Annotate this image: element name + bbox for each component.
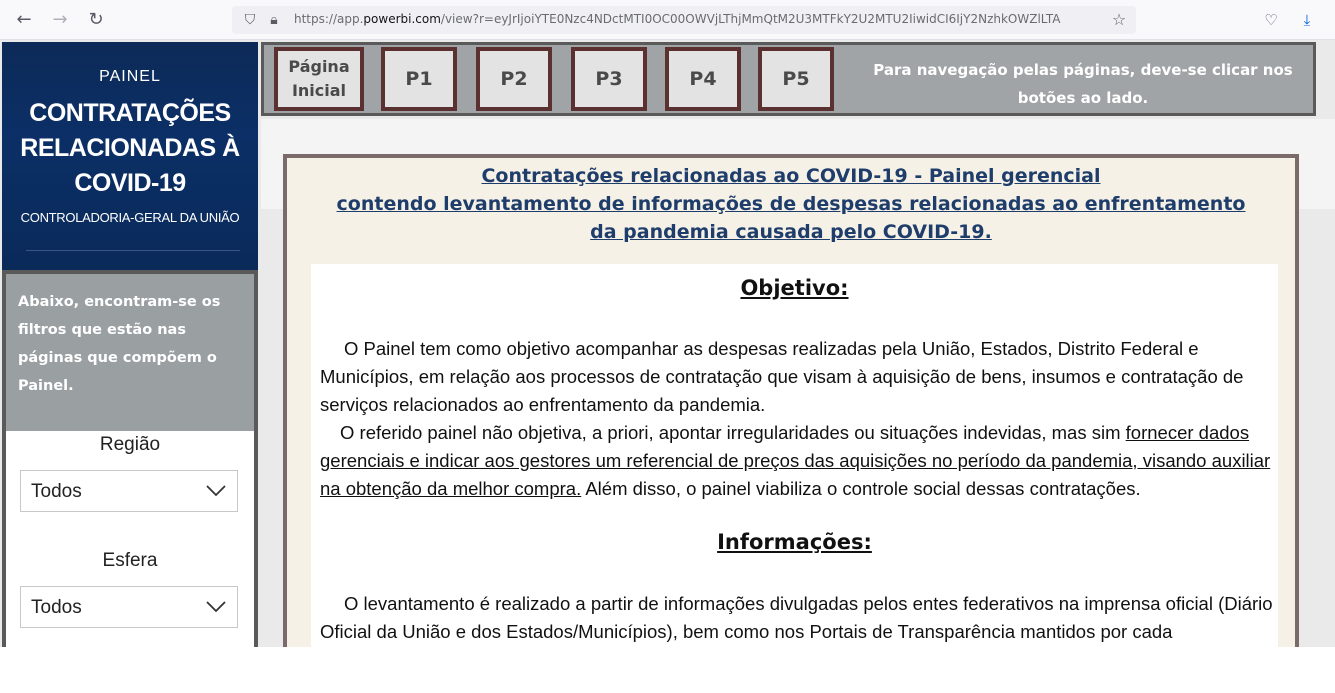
card-title: Contratações relacionadas ao COVID-19 - Painel gerencial contendo levantamento de informações de despesas relacionadas ao enfrentamento da pandemia causada pelo COVID-19. xyxy=(336,165,1246,243)
header-divider xyxy=(26,250,240,251)
lock-icon[interactable]: 🔒︎ xyxy=(270,12,278,28)
panel-title: CONTRATAÇÕES RELACIONADAS À COVID-19 xyxy=(20,99,240,197)
nav-button-p1[interactable]: P1 xyxy=(381,47,457,111)
objetivo-heading: Objetivo: xyxy=(740,276,849,300)
bookmark-star-icon[interactable]: ☆ xyxy=(1111,10,1127,29)
objetivo-paragraph-2: O referido painel não objetiva, a priori, apontar irregularidades ou situações indevidas, mas sim fornecer dados gerenciais e indicar aos gestores um referencial de preços das aquisições no período da pandemia, visando auxiliar na obtenção da melhor compra. Além disso, o painel viabiliza o controle social dessas contratações. xyxy=(320,422,1271,499)
shield-icon[interactable]: ⛉ xyxy=(244,12,256,28)
filter-label-esfera: Esfera xyxy=(102,550,158,571)
nav-button-p5[interactable]: P5 xyxy=(758,47,834,111)
nav-button-p4[interactable]: P4 xyxy=(665,47,741,111)
esfera-dropdown[interactable] xyxy=(20,586,238,628)
informacoes-paragraph-1: O levantamento é realizado a partir de informações divulgadas pelos entes federativos na imprensa oficial (Diário Oficial da União e dos Estados/Municípios), bem como nos Portais de Transparência mantidos por cada xyxy=(320,593,1273,642)
pocket-icon[interactable]: ♡ xyxy=(1264,11,1278,29)
report-canvas xyxy=(0,40,1335,647)
objetivo-paragraph-1: O Painel tem como objetivo acompanhar as despesas realizadas pela União, Estados, Distrito Federal e Municípios, em relação aos processos de contratação que visam à aquisição de bens, insumos e contratação de serviços relacionados ao enfrentamento da pandemia. xyxy=(320,338,1244,415)
filter-label-regiao: Região xyxy=(99,434,161,455)
url-text[interactable]: https://app.powerbi.com/view?r=eyJrIjoiYTE0Nzc4NDctMTI0OC00OWVjLThjMmQtM2U3MTFkY2U2MTU2IiwidCI6IjY2NzhkOWZlLTA xyxy=(294,12,1061,26)
panel-header xyxy=(2,42,258,270)
nav-button-home[interactable]: Página Inicial xyxy=(274,47,364,111)
page-navigation xyxy=(261,42,1316,116)
filters-panel xyxy=(2,270,258,647)
reload-icon[interactable]: ↻ xyxy=(88,9,104,30)
chevron-down-icon xyxy=(205,595,227,617)
forward-arrow-icon[interactable]: → xyxy=(52,9,68,30)
card-body xyxy=(311,264,1278,647)
info-card xyxy=(283,154,1299,647)
browser-toolbar xyxy=(0,0,1335,40)
navigation-note: Para navegação pelas páginas, deve-se clicar nos botões ao lado. xyxy=(873,61,1293,107)
org-name: CONTROLADORIA-GERAL DA UNIÃO xyxy=(20,210,240,225)
nav-button-p2[interactable]: P2 xyxy=(476,47,552,111)
painel-label: PAINEL xyxy=(99,68,161,85)
filters-note: Abaixo, encontram-se os filtros que estão nas páginas que compõem o Painel. xyxy=(6,274,254,431)
regiao-value: Todos xyxy=(31,481,82,502)
esfera-value: Todos xyxy=(31,597,82,618)
address-bar[interactable] xyxy=(232,6,1136,34)
back-arrow-icon[interactable]: ← xyxy=(16,9,32,30)
informacoes-heading: Informações: xyxy=(717,530,872,554)
nav-button-p3[interactable]: P3 xyxy=(571,47,647,111)
chevron-down-icon xyxy=(205,479,227,501)
download-icon[interactable]: ⤓ xyxy=(1303,11,1311,29)
regiao-dropdown[interactable] xyxy=(20,470,238,512)
